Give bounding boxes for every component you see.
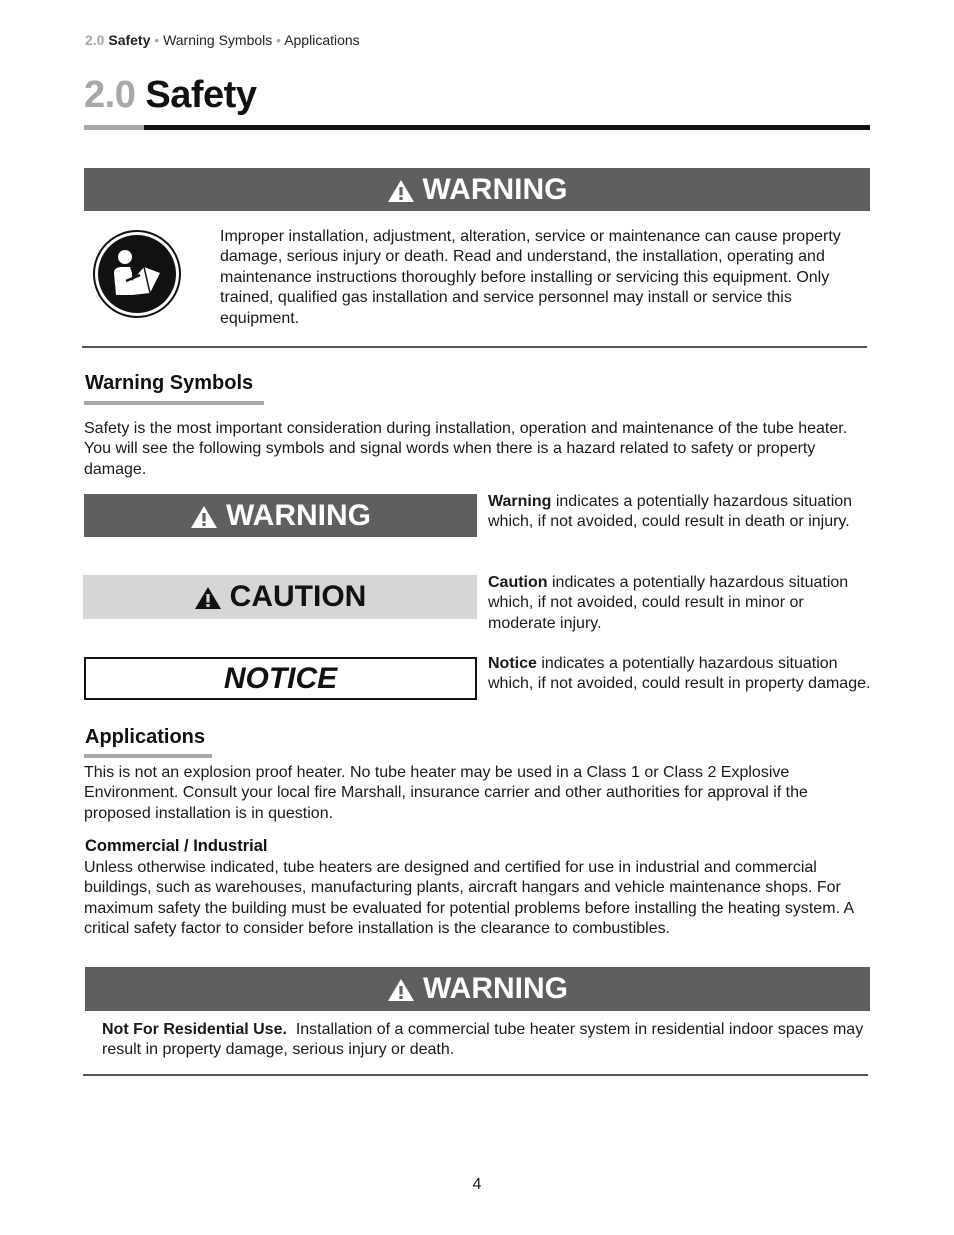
residential-warning-text <box>102 1020 867 1061</box>
warning-banner-label: WARNING <box>422 172 568 206</box>
caution-symbol-banner <box>83 575 477 619</box>
breadcrumb <box>85 32 360 48</box>
residential-warning-banner <box>85 967 870 1011</box>
residential-warning-lead: Not For Residential Use. <box>102 1021 287 1038</box>
warning-banner <box>84 168 870 211</box>
subheading-commercial-industrial: Commercial / Industrial <box>85 837 268 855</box>
applications-intro: This is not an explosion proof heater. No tube heater may be used in a Class 1 or Class 2 Explosive Environment. Consult your local fire Marshall, insurance carrier and other authorities for approval if the proposed installation is in question. <box>84 764 808 822</box>
warning-text: Improper installation, adjustment, alteration, service or maintenance can cause property damage, serious injury or death. Read and understand, the installation, operating and maintenance instructions thoroughly before installing or servicing this equipment. Only trained, qualified gas installation and service personnel may install or service this equipment. <box>220 228 841 327</box>
warning-symbol-description <box>488 492 873 533</box>
divider <box>83 1074 868 1076</box>
page-number: 4 <box>472 1176 482 1193</box>
warning-triangle-icon <box>190 505 218 529</box>
residential-warning-body: Installation of a commercial tube heater system in residential indoor spaces may result in property damage, serious injury or death. <box>102 1021 868 1059</box>
caution-triangle-icon <box>194 586 222 610</box>
page-title-text: Safety <box>145 74 257 116</box>
read-manual-icon <box>92 229 182 319</box>
breadcrumb-section: Safety <box>108 32 151 48</box>
caution-term: Caution <box>488 574 548 591</box>
warning-triangle-icon <box>387 978 415 1002</box>
warning-desc: indicates a potentially hazardous situation which, if not avoided, could result in death or injury. <box>488 493 853 531</box>
notice-symbol-description <box>488 654 873 695</box>
notice-desc: indicates a potentially hazardous situation which, if not avoided, could result in property damage. <box>488 655 871 693</box>
breadcrumb-separator: • <box>154 32 160 48</box>
notice-term: Notice <box>488 655 537 672</box>
page-title-number: 2.0 <box>84 74 136 116</box>
commercial-industrial-text: Unless otherwise indicated, tube heaters are designed and certified for use in industrial and commercial buildings, such as warehouses, manufacturing plants, aircraft hangars and vehicle maintenance shops. For maximum safety the building must be evaluated for potential problems before installing the heating system. A critical safety factor to consider before installation is the clearance to combustibles. <box>84 859 854 938</box>
breadcrumb-separator: • <box>276 32 282 48</box>
section-heading-rule <box>84 754 212 758</box>
warning-symbol-banner <box>84 494 477 537</box>
warning-triangle-icon <box>387 179 415 203</box>
breadcrumb-item-applications: Applications <box>284 32 360 48</box>
warning-term: Warning <box>488 493 552 510</box>
breadcrumb-number: 2.0 <box>85 32 105 48</box>
caution-symbol-description <box>488 573 873 634</box>
section-heading-rule <box>84 401 264 405</box>
breadcrumb-item-warning-symbols: Warning Symbols <box>163 32 273 48</box>
warning-symbols-intro: Safety is the most important consideration during installation, operation and maintenance of the tube heater. You will see the following symbols and signal words when there is a hazard related to safety or property damage. <box>84 420 848 478</box>
section-heading-applications: Applications <box>85 726 206 748</box>
caution-desc: indicates a potentially hazardous situation which, if not avoided, could result in minor or moderate injury. <box>488 574 849 632</box>
title-rule-accent <box>84 125 144 130</box>
divider <box>82 346 867 348</box>
notice-symbol-banner <box>84 657 477 700</box>
title-rule <box>144 125 870 130</box>
warning-symbol-label: WARNING <box>226 498 371 532</box>
section-heading-warning-symbols: Warning Symbols <box>85 372 254 394</box>
page-title <box>84 74 256 117</box>
notice-symbol-label: NOTICE <box>223 661 338 695</box>
caution-symbol-label: CAUTION <box>229 580 367 613</box>
residential-warning-label: WARNING <box>423 972 568 1005</box>
